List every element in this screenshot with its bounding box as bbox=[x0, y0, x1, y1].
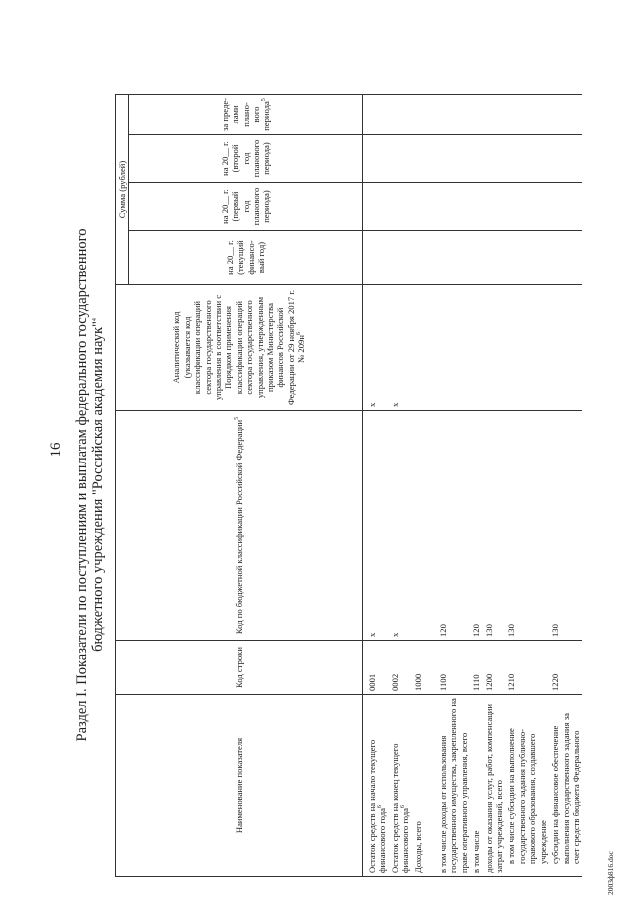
row-name bbox=[412, 695, 437, 877]
header-sum-current: на 20__ г. (текущий финансо-вый год) bbox=[129, 231, 363, 285]
row-code: 0002 bbox=[389, 641, 412, 695]
row-sum-beyond bbox=[363, 95, 389, 135]
row-sum-current bbox=[483, 231, 506, 285]
table-row bbox=[389, 95, 412, 877]
indicators-table bbox=[115, 94, 582, 877]
row-name-text: в том числе субсидии на выполнение государственного задания публично-правового образования, создавшего учреждение bbox=[506, 728, 548, 864]
header-sum-first: на 20__ г. (первый год планового периода) bbox=[129, 183, 363, 231]
row-sum-beyond bbox=[549, 95, 582, 135]
row-name-text: Остаток средств на начало текущего финансового года bbox=[367, 739, 388, 873]
row-sum-second bbox=[505, 135, 549, 183]
section-title-line-1: Раздел I. Показатели по поступлениям и выплатам федерального государственного bbox=[74, 228, 90, 742]
row-sum-second bbox=[389, 135, 412, 183]
row-sum-current bbox=[389, 231, 412, 285]
row-sum-first bbox=[549, 183, 582, 231]
row-budget-code: 130 bbox=[549, 411, 582, 641]
row-name-text: Доходы, всего bbox=[412, 821, 423, 873]
header-sum-beyond bbox=[129, 95, 363, 135]
row-name bbox=[483, 695, 506, 877]
table-row bbox=[363, 95, 389, 877]
document-file-name: 2003ф816.doc bbox=[606, 851, 615, 895]
row-sum-current bbox=[412, 231, 437, 285]
row-name-footnote: 6 bbox=[400, 805, 407, 809]
row-sum-first bbox=[363, 183, 389, 231]
header-budget-code bbox=[116, 411, 363, 641]
header-budget-code-footnote: 5 bbox=[233, 416, 240, 420]
row-sum-first bbox=[437, 183, 470, 231]
row-analytic-code bbox=[549, 285, 582, 411]
header-analytic-code bbox=[116, 285, 363, 411]
row-analytic-code bbox=[412, 285, 437, 411]
row-code: 1100 bbox=[437, 641, 470, 695]
page-number: 16 bbox=[48, 442, 64, 458]
row-name bbox=[470, 695, 482, 877]
section-title-line-2-text: бюджетного учреждения "Российская академия наук" bbox=[90, 321, 106, 652]
row-sum-first bbox=[412, 183, 437, 231]
table-row bbox=[505, 95, 549, 877]
row-sum-beyond bbox=[470, 95, 482, 135]
row-code: 0001 bbox=[363, 641, 389, 695]
table-row bbox=[437, 95, 470, 877]
row-sum-first bbox=[470, 183, 482, 231]
row-sum-current bbox=[363, 231, 389, 285]
header-budget-code-text: Код по бюджетной классификации Российской Федерации bbox=[233, 419, 244, 635]
row-name-text: в том числе bbox=[471, 830, 482, 873]
row-analytic-code bbox=[483, 285, 506, 411]
header-sum-second: на 20__ г. (второй год планового периода) bbox=[129, 135, 363, 183]
row-name bbox=[549, 695, 582, 877]
row-sum-beyond bbox=[412, 95, 437, 135]
header-sum-beyond-text: за преде-лами плано-вого периода bbox=[219, 97, 272, 131]
table-row bbox=[549, 95, 582, 877]
table-row bbox=[470, 95, 482, 877]
row-analytic-code bbox=[505, 285, 549, 411]
row-sum-second bbox=[412, 135, 437, 183]
row-analytic-code: х bbox=[363, 285, 389, 411]
section-title bbox=[74, 75, 106, 895]
row-code: 1110 bbox=[470, 641, 482, 695]
row-sum-beyond bbox=[483, 95, 506, 135]
row-budget-code: 130 bbox=[483, 411, 506, 641]
row-budget-code: х bbox=[389, 411, 412, 641]
row-sum-second bbox=[470, 135, 482, 183]
row-budget-code: 120 bbox=[470, 411, 482, 641]
row-name bbox=[389, 695, 412, 877]
row-analytic-code bbox=[470, 285, 482, 411]
table-row bbox=[412, 95, 437, 877]
row-budget-code: х bbox=[363, 411, 389, 641]
row-sum-second bbox=[549, 135, 582, 183]
row-budget-code: 130 bbox=[505, 411, 549, 641]
row-sum-second bbox=[437, 135, 470, 183]
row-name bbox=[363, 695, 389, 877]
row-code: 1200 bbox=[483, 641, 506, 695]
row-analytic-code bbox=[437, 285, 470, 411]
row-sum-first bbox=[483, 183, 506, 231]
row-name bbox=[437, 695, 470, 877]
header-analytic-code-text: Аналитический код (указывается код классификации операций сектора государственного управления в соответствии с Порядком применения классификации операций сектора государственного управления, утвержденным приказом Министерства финансов Российской Федерации от 29 ноября 2017 г. № 209н bbox=[171, 289, 307, 406]
row-code: 1210 bbox=[505, 641, 549, 695]
header-sum-group: Сумма (рублей) bbox=[116, 95, 129, 285]
row-name bbox=[505, 695, 549, 877]
row-code: 1000 bbox=[412, 641, 437, 695]
table-row bbox=[483, 95, 506, 877]
row-name-footnote: 6 bbox=[377, 805, 384, 809]
row-sum-beyond bbox=[505, 95, 549, 135]
row-sum-current bbox=[437, 231, 470, 285]
row-sum-first bbox=[389, 183, 412, 231]
row-sum-beyond bbox=[437, 95, 470, 135]
row-sum-current bbox=[470, 231, 482, 285]
row-sum-current bbox=[549, 231, 582, 285]
header-name: Наименование показателя bbox=[116, 695, 363, 877]
header-code: Код строки bbox=[116, 641, 363, 695]
row-name-text: субсидии на финансовое обеспечение выполнения государственного задания за счет средств бюджета Федерального bbox=[550, 713, 581, 864]
row-budget-code: 120 bbox=[437, 411, 470, 641]
row-sum-first bbox=[505, 183, 549, 231]
row-name-text: доходы от оказания услуг, работ, компенсации затрат учреждений, всего bbox=[483, 704, 505, 873]
section-title-footnote: 4 bbox=[92, 318, 99, 322]
header-sum-beyond-footnote: 5 bbox=[261, 98, 268, 102]
header-analytic-code-footnote: 6 bbox=[296, 332, 303, 336]
section-title-line-2 bbox=[90, 75, 106, 895]
row-sum-second bbox=[483, 135, 506, 183]
row-analytic-code: х bbox=[389, 285, 412, 411]
row-code: 1220 bbox=[549, 641, 582, 695]
row-sum-second bbox=[363, 135, 389, 183]
row-name-text: Остаток средств на конец текущего финансового года bbox=[389, 743, 411, 873]
row-sum-beyond bbox=[389, 95, 412, 135]
row-budget-code bbox=[412, 411, 437, 641]
row-name-text: в том числе доходы от использования государственного имущества, закрепленного на праве оперативного управления, всего bbox=[438, 698, 469, 873]
row-sum-current bbox=[505, 231, 549, 285]
